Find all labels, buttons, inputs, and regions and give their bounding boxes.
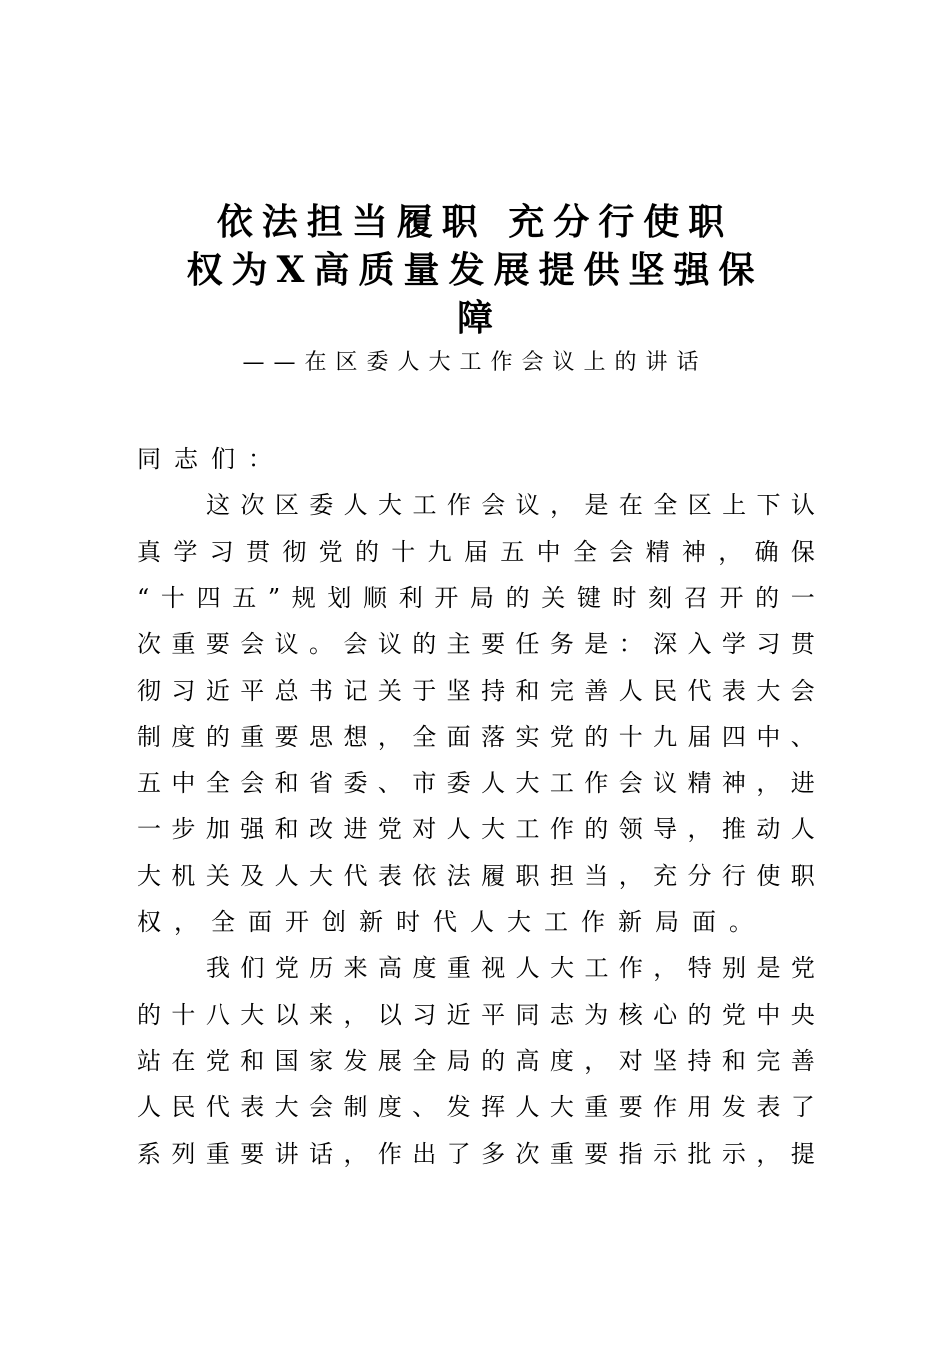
body-line: 系 列 重 要 讲 话 ， 作 出 了 多 次 重 要 指 示 批 示 ， 提 (137, 1139, 815, 1168)
body-line: 站 在 党 和 国 家 发 展 全 局 的 高 度 ， 对 坚 持 和 完 善 (137, 1046, 815, 1075)
body-line: 人 民 代 表 大 会 制 度 、 发 挥 人 大 重 要 作 用 发 表 了 (137, 1093, 815, 1122)
title-line-2: 权为X高质量发展提供坚强保 (186, 249, 764, 291)
body-line: 真 学 习 贯 彻 党 的 十 九 届 五 中 全 会 精 神 ， 确 保 (137, 537, 815, 566)
body-line: 次 重 要 会 议 。 会 议 的 主 要 任 务 是 ： 深 入 学 习 贯 (137, 630, 815, 659)
body-line: 五 中 全 会 和 省 委 、 市 委 人 大 工 作 会 议 精 神 ， 进 (137, 769, 815, 798)
body-line: 的 十 八 大 以 来 ， 以 习 近 平 同 志 为 核 心 的 党 中 央 (137, 1000, 815, 1029)
body-line: 这 次 区 委 人 大 工 作 会 议 ， 是 在 全 区 上 下 认 (206, 491, 815, 520)
body-line: 彻 习 近 平 总 书 记 关 于 坚 持 和 完 善 人 民 代 表 大 会 (137, 676, 815, 705)
body-line: 权 ， 全 面 开 创 新 时 代 人 大 工 作 新 局 面 。 (137, 908, 753, 936)
title-line-3: 障 (456, 297, 493, 339)
body-line: 一 步 加 强 和 改 进 党 对 人 大 工 作 的 领 导 ， 推 动 人 (137, 815, 815, 844)
body-line: 我 们 党 历 来 高 度 重 视 人 大 工 作 ， 特 别 是 党 (206, 954, 815, 983)
subtitle: ——在区委人大工作会议上的讲话 (242, 350, 708, 375)
body-line: 制 度 的 重 要 思 想 ， 全 面 落 实 党 的 十 九 届 四 中 、 (137, 722, 815, 751)
title-line-1: 依法担当履职 充分行使职 (216, 201, 734, 243)
body-line: “ 十 四 五 ” 规 划 顺 利 开 局 的 关 键 时 刻 召 开 的 一 (137, 583, 815, 612)
body-line: 同 志 们 ： (137, 445, 272, 473)
body-line: 大 机 关 及 人 大 代 表 依 法 履 职 担 当 ， 充 分 行 使 职 (137, 861, 815, 890)
